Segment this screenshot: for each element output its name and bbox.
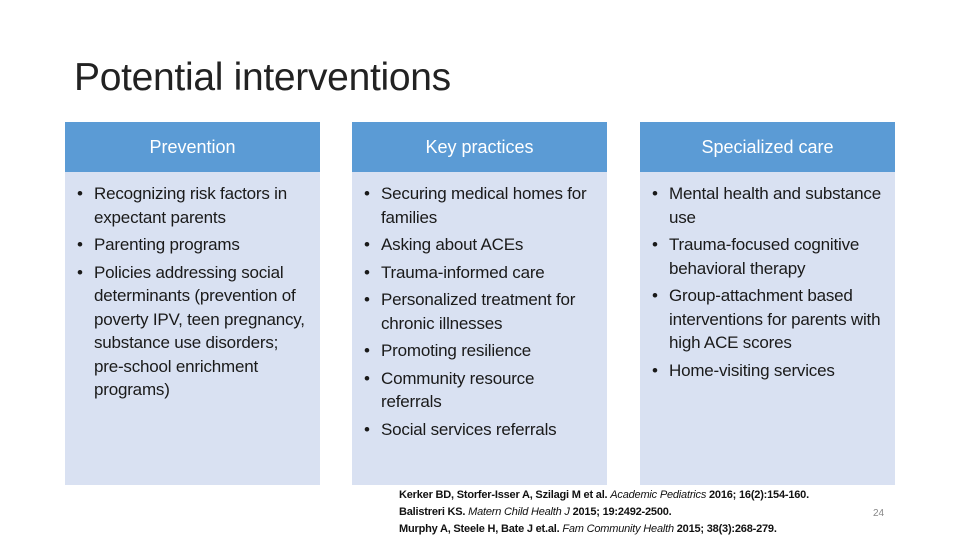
- ref-details: 2015; 38(3):268-279.: [676, 523, 777, 535]
- bullet-list: [65, 172, 320, 402]
- list-item: • Community resource referrals: [364, 367, 597, 414]
- reference: [399, 504, 809, 521]
- reference: [399, 487, 809, 504]
- bullet-list: [352, 172, 607, 441]
- list-item: • Home-visiting services: [652, 359, 885, 383]
- ref-authors: Kerker BD, Storfer-Isser A, Szilagi M et al.: [399, 489, 608, 501]
- ref-journal: Academic Pediatrics: [610, 489, 707, 501]
- slide-title: Potential interventions: [74, 56, 451, 99]
- ref-journal: Fam Community Health: [562, 523, 674, 535]
- ref-authors: Murphy A, Steele H, Bate J et.al.: [399, 523, 560, 535]
- ref-details: 2016; 16(2):154-160.: [709, 489, 809, 501]
- column-specialized-care: [640, 122, 895, 485]
- list-item: • Recognizing risk factors in expectant parents: [77, 182, 310, 229]
- column-key-practices: [352, 122, 607, 485]
- list-item: • Personalized treatment for chronic illnesses: [364, 288, 597, 335]
- column-header: Key practices: [352, 122, 607, 172]
- references: [399, 487, 809, 538]
- list-item: • Social services referrals: [364, 418, 597, 442]
- ref-journal: Matern Child Health J: [468, 506, 570, 518]
- list-item: • Group-attachment based interventions for parents with high ACE scores: [652, 284, 885, 355]
- ref-authors: Balistreri KS.: [399, 506, 466, 518]
- ref-details: 2015; 19:2492-2500.: [572, 506, 672, 518]
- reference: [399, 521, 809, 538]
- list-item: • Securing medical homes for families: [364, 182, 597, 229]
- column-prevention: [65, 122, 320, 485]
- list-item: • Policies addressing social determinants (prevention of poverty IPV, teen pregnancy, substance use disorders; pre-school enrichment programs): [77, 261, 310, 402]
- list-item: • Trauma-focused cognitive behavioral therapy: [652, 233, 885, 280]
- list-item: • Mental health and substance use: [652, 182, 885, 229]
- list-item: • Asking about ACEs: [364, 233, 597, 257]
- bullet-list: [640, 172, 895, 382]
- column-header: Specialized care: [640, 122, 895, 172]
- list-item: • Parenting programs: [77, 233, 310, 257]
- list-item: • Promoting resilience: [364, 339, 597, 363]
- list-item: • Trauma-informed care: [364, 261, 597, 285]
- page-number: 24: [873, 508, 885, 519]
- column-header: Prevention: [65, 122, 320, 172]
